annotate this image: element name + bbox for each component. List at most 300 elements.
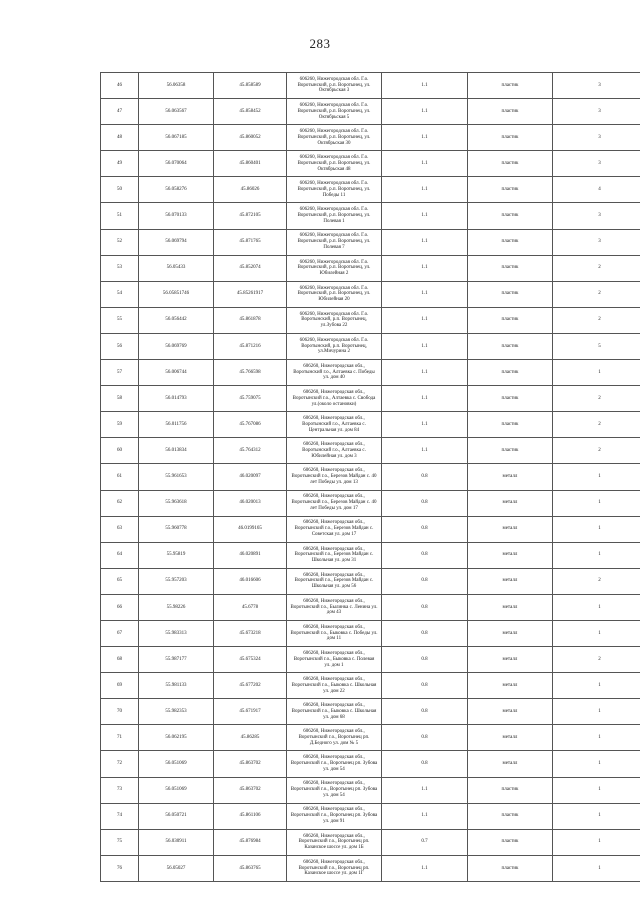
material-cell: металл [468,647,553,673]
volume-cell: 0.8 [382,725,468,751]
row-number: 75 [101,829,139,855]
address-line: 606260, Нижегородская обл. Г.о. [299,233,369,239]
address-line: 606260, Нижегородская обл., [303,650,365,656]
address-cell [287,125,382,151]
address-line: Казанское шоссе ул. дом 1Б [304,845,364,851]
table-row [101,464,640,490]
longitude-cell: 45.767086 [214,412,287,438]
latitude-cell: 55.961653 [139,464,214,490]
volume-cell: 1.1 [382,151,468,177]
address-line: Школьная ул. дом 56 [311,584,357,590]
address-line: Воротынский г.о., Березов Майдан с. [294,526,374,532]
volume-cell: 0.8 [382,516,468,542]
latitude-cell: 56.069769 [139,333,214,359]
container-sites-table [100,72,640,882]
address-line: 606260, Нижегородская обл. Г.о. [299,181,369,187]
material-cell: металл [468,673,553,699]
latitude-cell: 56.050721 [139,803,214,829]
longitude-cell: 45.86285 [214,725,287,751]
longitude-cell: 45.852074 [214,255,287,281]
address-cell [287,829,382,855]
address-line: 606260, Нижегородская обл., [303,807,365,813]
material-cell: пластик [468,229,553,255]
address-line: 606260, Нижегородская обл., [303,520,365,526]
address-line: 606260, Нижегородская обл., [303,859,365,865]
latitude-cell: 55.987177 [139,647,214,673]
latitude-cell: 55.981133 [139,673,214,699]
table-row [101,307,640,333]
address-line: Воротынский, р.п. Воротынец, ул. [297,160,371,166]
row-number: 70 [101,699,139,725]
material-cell: пластик [468,255,553,281]
address-line: Воротынский, р.п. Воротынец, ул. [297,213,371,219]
address-line: Воротынский, р.п. Воротынец, [301,343,367,349]
latitude-cell: 56.05851746 [139,281,214,307]
volume-cell: 1.1 [382,360,468,386]
address-line: Октябрьская 48 [317,166,351,172]
material-cell: пластик [468,386,553,412]
count-cell: 3 [553,203,640,229]
material-cell: пластик [468,99,553,125]
address-cell [287,229,382,255]
material-cell: пластик [468,281,553,307]
material-cell: металл [468,516,553,542]
row-number: 64 [101,542,139,568]
address-cell [287,151,382,177]
longitude-cell: 45.861878 [214,307,287,333]
table-body [101,73,640,882]
material-cell: пластик [468,73,553,99]
address-cell [287,803,382,829]
row-number: 60 [101,438,139,464]
volume-cell: 0.7 [382,829,468,855]
address-cell [287,594,382,620]
latitude-cell: 56.051069 [139,777,214,803]
material-cell: металл [468,542,553,568]
address-line: ул.Мичурина 2 [318,349,350,355]
row-number: 76 [101,855,139,881]
material-cell: металл [468,594,553,620]
address-line: ул.Зубова 22 [320,323,348,329]
address-line: ул. дом 1 [324,662,344,668]
row-number: 73 [101,777,139,803]
material-cell: пластик [468,125,553,151]
address-line: Воротынский г.о., Алтаевка с. [302,421,366,427]
table-row [101,99,640,125]
address-cell [287,412,382,438]
material-cell: металл [468,725,553,751]
volume-cell: 1.1 [382,777,468,803]
address-line: 606260, Нижегородская обл., [303,363,365,369]
table-row [101,647,640,673]
material-cell: пластик [468,360,553,386]
row-number: 66 [101,594,139,620]
address-line: 606260, Нижегородская обл., [303,598,365,604]
count-cell: 1 [553,360,640,386]
latitude-cell: 56.056442 [139,307,214,333]
table-row [101,803,640,829]
longitude-cell: 45.86026 [214,177,287,203]
address-line: Д.Бедного ул. дом № 5 [309,740,359,746]
table-row [101,829,640,855]
address-line: Октябрьская 5 [318,114,350,120]
longitude-cell: 45.858452 [214,99,287,125]
latitude-cell: 56.030911 [139,829,214,855]
address-line: ул. дом 91 [323,819,345,825]
row-number: 54 [101,281,139,307]
table-row [101,855,640,881]
table-row [101,516,640,542]
latitude-cell: 56.014793 [139,386,214,412]
volume-cell: 1.1 [382,855,468,881]
table-row [101,412,640,438]
address-cell [287,751,382,777]
row-number: 65 [101,568,139,594]
longitude-cell: 46.016606 [214,568,287,594]
table-row [101,751,640,777]
volume-cell: 0.8 [382,620,468,646]
longitude-cell: 46.020013 [214,490,287,516]
count-cell: 2 [553,307,640,333]
material-cell: металл [468,490,553,516]
longitude-cell: 45.863702 [214,751,287,777]
table-row [101,777,640,803]
volume-cell: 0.8 [382,594,468,620]
table-row [101,438,640,464]
latitude-cell: 56.05433 [139,255,214,281]
address-line: дом 11 [326,636,342,642]
address-line: Полевая 7 [323,245,345,250]
latitude-cell: 55.963618 [139,490,214,516]
row-number: 59 [101,412,139,438]
latitude-cell: 56.069794 [139,229,214,255]
table-row [101,151,640,177]
address-line: Воротынский, р.п. Воротынец, [301,317,367,323]
table-row [101,281,640,307]
volume-cell: 0.8 [382,464,468,490]
count-cell: 1 [553,855,640,881]
address-line: 606260, Нижегородская обл., [303,755,365,761]
row-number: 51 [101,203,139,229]
longitude-cell: 45.764312 [214,438,287,464]
latitude-cell: 55.98226 [139,594,214,620]
latitude-cell: 56.05027 [139,855,214,881]
count-cell: 3 [553,125,640,151]
material-cell: пластик [468,438,553,464]
table-row [101,620,640,646]
address-cell [287,99,382,125]
latitude-cell: 56.06358 [139,73,214,99]
row-number: 48 [101,125,139,151]
address-line: Воротынский, р.п. Воротынец, ул. [297,265,371,271]
longitude-cell: 45.766598 [214,360,287,386]
address-line: Победы 11 [322,192,346,198]
address-line: Воротынский г.о., Быковка с. Школьная [291,708,377,714]
address-line: 606260, Нижегородская обл. Г.о. [299,155,369,161]
volume-cell: 0.8 [382,490,468,516]
count-cell: 1 [553,464,640,490]
volume-cell: 0.8 [382,647,468,673]
material-cell: пластик [468,412,553,438]
count-cell: 2 [553,568,640,594]
latitude-cell: 56.006744 [139,360,214,386]
address-cell [287,725,382,751]
table-row [101,177,640,203]
longitude-cell: 45.6778 [214,594,287,620]
material-cell: пластик [468,777,553,803]
count-cell: 1 [553,803,640,829]
address-line: 606260, Нижегородская обл., [303,494,365,500]
address-line: 606260, Нижегородская обл. Г.о. [299,259,369,265]
longitude-cell: 45.671917 [214,699,287,725]
address-cell [287,333,382,359]
longitude-cell: 45.871216 [214,333,287,359]
address-cell [287,568,382,594]
address-cell [287,386,382,412]
volume-cell: 0.8 [382,673,468,699]
count-cell: 2 [553,438,640,464]
address-line: 606260, Нижегородская обл., [303,703,365,709]
address-cell [287,855,382,881]
row-number: 57 [101,360,139,386]
longitude-cell: 45.677202 [214,673,287,699]
table-row [101,699,640,725]
address-line: Воротынский г.о., Воротынец рп. Зубова [290,761,378,767]
address-line: Воротынский г.о., Быковка с. Полевая [293,656,375,662]
count-cell: 1 [553,542,640,568]
count-cell: 3 [553,229,640,255]
address-line: 606260, Нижегородская обл., [303,442,365,448]
page-number: 283 [309,36,331,51]
address-line: Юбилейная 20 [318,297,350,303]
row-number: 67 [101,620,139,646]
address-cell [287,542,382,568]
table-row [101,333,640,359]
longitude-cell: 46.0199165 [214,516,287,542]
address-line: Юбилейная ул. дом 3 [311,453,357,459]
address-cell [287,360,382,386]
address-line: Воротынский г.о., Былинка с. Ленина ул. [290,604,378,610]
address-line: 606260, Нижегородская обл., [303,546,365,552]
volume-cell: 1.1 [382,333,468,359]
longitude-cell: 45.872105 [214,203,287,229]
latitude-cell: 56.070064 [139,151,214,177]
latitude-cell: 56.067185 [139,125,214,151]
volume-cell: 1.1 [382,255,468,281]
latitude-cell: 56.013834 [139,438,214,464]
count-cell: 1 [553,594,640,620]
address-line: Воротынский, р.п. Воротынец, ул. [297,108,371,114]
longitude-cell: 45.860052 [214,125,287,151]
address-cell [287,307,382,333]
address-cell [287,673,382,699]
count-cell: 1 [553,490,640,516]
longitude-cell: 45.675324 [214,647,287,673]
volume-cell: 0.8 [382,699,468,725]
address-line: Воротынский г.о., Воротынец рп. [298,865,370,871]
table-row [101,542,640,568]
address-line: лет Победы ул. дом 17 [310,505,358,511]
material-cell: металл [468,751,553,777]
row-number: 69 [101,673,139,699]
volume-cell: 0.8 [382,751,468,777]
volume-cell: 1.1 [382,281,468,307]
address-line: 606260, Нижегородская обл., [303,624,365,630]
address-line: 606260, Нижегородская обл., [303,468,365,474]
row-number: 55 [101,307,139,333]
table-row [101,490,640,516]
material-cell: пластик [468,333,553,359]
count-cell: 2 [553,281,640,307]
address-line: 606260, Нижегородская обл. Г.о. [299,337,369,343]
row-number: 50 [101,177,139,203]
address-line: 606260, Нижегородская обл., [303,833,365,839]
address-line: Воротынский г.о., Березов Майдан с. [294,578,374,584]
address-line: Воротынский, р.п. Воротынец, ул. [297,291,371,297]
table-row [101,73,640,99]
longitude-cell: 46.020097 [214,464,287,490]
address-line: Воротынский г.о., Воротынец рп. [298,839,370,845]
material-cell: металл [468,699,553,725]
address-cell [287,490,382,516]
address-line: 606260, Нижегородская обл., [303,416,365,422]
latitude-cell: 56.011756 [139,412,214,438]
address-line: Воротынский г.о., Алтаевка с. [302,447,366,453]
row-number: 62 [101,490,139,516]
count-cell: 2 [553,386,640,412]
volume-cell: 1.1 [382,412,468,438]
address-cell [287,516,382,542]
material-cell: пластик [468,177,553,203]
material-cell: пластик [468,203,553,229]
address-cell [287,177,382,203]
material-cell: металл [468,464,553,490]
address-line: 606260, Нижегородская обл. Г.о. [299,311,369,317]
count-cell: 2 [553,412,640,438]
volume-cell: 1.1 [382,99,468,125]
longitude-cell: 45.759075 [214,386,287,412]
table-row [101,360,640,386]
address-line: 606260, Нижегородская обл., [303,389,365,395]
latitude-cell: 55.957203 [139,568,214,594]
latitude-cell: 56.063567 [139,99,214,125]
volume-cell: 0.8 [382,568,468,594]
row-number: 68 [101,647,139,673]
volume-cell: 1.1 [382,803,468,829]
address-line: ул. дом 54 [323,766,345,772]
row-number: 52 [101,229,139,255]
latitude-cell: 55.960778 [139,516,214,542]
longitude-cell: 45.863702 [214,777,287,803]
table-row [101,673,640,699]
address-cell [287,777,382,803]
material-cell: металл [468,568,553,594]
address-line: ул. дом 22 [323,688,345,694]
count-cell: 3 [553,99,640,125]
row-number: 47 [101,99,139,125]
volume-cell: 1.1 [382,73,468,99]
latitude-cell: 55.95819 [139,542,214,568]
address-cell [287,699,382,725]
address-line: 606260, Нижегородская обл. Г.о. [299,76,369,82]
row-number: 61 [101,464,139,490]
longitude-cell: 45.860401 [214,151,287,177]
address-line: Воротынский г.о., Воротынец рп. Зубова [290,813,378,819]
count-cell: 1 [553,699,640,725]
longitude-cell: 45.861106 [214,803,287,829]
table-row [101,725,640,751]
address-line: 606260, Нижегородская обл. Г.о. [299,129,369,135]
address-line: 606260, Нижегородская обл., [303,729,365,735]
latitude-cell: 56.058276 [139,177,214,203]
row-number: 63 [101,516,139,542]
latitude-cell: 56.062195 [139,725,214,751]
address-line: Воротынский г.о., Березов Майдан с. 40 [291,500,377,506]
row-number: 58 [101,386,139,412]
count-cell: 1 [553,777,640,803]
volume-cell: 1.1 [382,125,468,151]
address-line: ул.(около остановки) [311,401,357,407]
address-line: Воротынский г.о., Алтаевка с. Победы [293,369,375,375]
volume-cell: 1.1 [382,203,468,229]
count-cell: 4 [553,177,640,203]
volume-cell: 0.8 [382,542,468,568]
longitude-cell: 45.858589 [214,73,287,99]
address-cell [287,203,382,229]
count-cell: 5 [553,333,640,359]
count-cell: 1 [553,829,640,855]
address-line: ул. дом 68 [323,714,345,720]
row-number: 71 [101,725,139,751]
count-cell: 1 [553,620,640,646]
address-line: 606260, Нижегородская обл., [303,677,365,682]
address-line: ул. дом 54 [323,792,345,798]
latitude-cell: 55.982353 [139,699,214,725]
table-row [101,255,640,281]
table-row [101,568,640,594]
table-row [101,594,640,620]
material-cell: пластик [468,151,553,177]
count-cell: 2 [553,647,640,673]
latitude-cell: 56.051069 [139,751,214,777]
volume-cell: 1.1 [382,307,468,333]
count-cell: 3 [553,151,640,177]
count-cell: 1 [553,516,640,542]
longitude-cell: 45.876984 [214,829,287,855]
table-row [101,229,640,255]
row-number: 72 [101,751,139,777]
volume-cell: 1.1 [382,386,468,412]
volume-cell: 1.1 [382,438,468,464]
address-line: 606260, Нижегородская обл. Г.о. [299,102,369,108]
address-line: Воротынский г.о., Быковка с. Школьная [291,682,377,688]
material-cell: металл [468,620,553,646]
address-line: Воротынский г.о., Березов Майдан с. 40 [291,474,377,480]
table-row [101,203,640,229]
address-line: Воротынский, р.п. Воротынец, ул. [297,187,371,193]
volume-cell: 1.1 [382,177,468,203]
count-cell: 1 [553,673,640,699]
address-line: 606260, Нижегородская обл., [303,572,365,578]
latitude-cell: 55.983313 [139,620,214,646]
material-cell: пластик [468,829,553,855]
address-line: Воротынский г.о., Воротынец рп. Зубова [290,787,378,793]
material-cell: пластик [468,855,553,881]
row-number: 53 [101,255,139,281]
count-cell: 2 [553,255,640,281]
address-line: 606260, Нижегородская обл. Г.о. [299,207,369,213]
address-line: Воротынский, р.п. Воротынец, ул. [297,239,371,245]
